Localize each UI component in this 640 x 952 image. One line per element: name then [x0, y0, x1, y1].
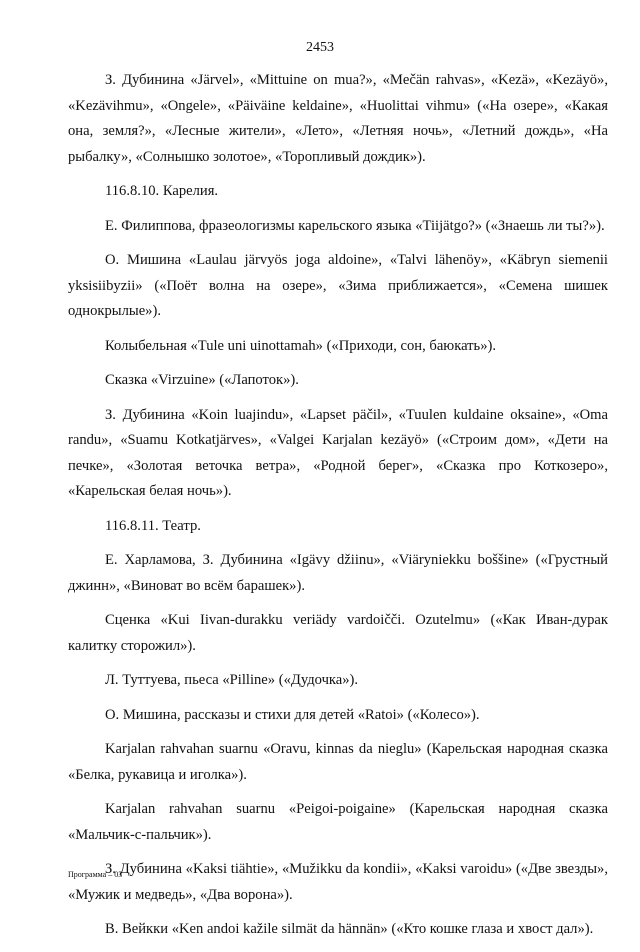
- body-text: [68, 68, 608, 952]
- paragraph: Л. Туттуева, пьеса «Pilline» («Дудочка»).: [105, 672, 359, 688]
- paragraph: Karjalan rahvahan suarnu «Peigoi-poigaine» (Карельская народная сказка «Мальчик-с-пальчик»).: [68, 801, 608, 843]
- section-heading: 116.8.11. Театр.: [105, 517, 201, 534]
- paragraph: В. Вейкки «Ken andoi kažile silmät da hännän» («Кто кошке глаза и хвост дал»).: [105, 921, 594, 937]
- paragraph: Сказка «Virzuine» («Лапоток»).: [105, 372, 299, 388]
- page-number: 2453: [306, 40, 334, 55]
- paragraph: З. Дубинина «Kaksi tiähtie», «Mužikku da kondii», «Kaksi varoidu» («Две звезды», «Мужик и медведь», «Два ворона»).: [68, 861, 608, 903]
- paragraph: Е. Филиппова, фразеологизмы карельского языка «Tiijätgo?» («Знаешь ли ты?»).: [105, 217, 605, 234]
- section-heading: 116.8.10. Карелия.: [105, 183, 219, 199]
- paragraph: З. Дубинина «Järvel», «Mittuine on mua?», «Mečän rahvas», «Kezä», «Kezäyö», «Kezävihmu», «Ongele», «Päiväine keldaine», «Huolittai vihmu» («На озере», «Какая она, земля?», «Лесные жители», «Лето», «Летняя ночь», «Летний дождь», «На рыбалку», «Солнышко золотое», «Торопливый дождик»).: [68, 72, 608, 165]
- paragraph: Е. Харламова, З. Дубинина «Igävy džiinu», «Viäryniekku boššine» («Грустный джинн», «Виноват во всём барашек»).: [68, 552, 608, 594]
- paragraph: З. Дубинина «Koin luajindu», «Lapset päčil», «Tuulen kuldaine oksaine», «Oma randu», «Suamu Kotkatjärves», «Valgei Karjalan kezäyö» («Строим дом», «Дети на печке», «Золотая веточка ветра», «Родной берег», «Сказка про Коткозеро», «Карельская белая ночь»).: [68, 406, 608, 499]
- paragraph: Колыбельная «Tule uni uinottamah» («Приходи, сон, баюкать»).: [105, 337, 497, 354]
- paragraph: Karjalan rahvahan suarnu «Oravu, kinnas da nieglu» (Карельская народная сказка «Белка, рукавица и иголка»).: [68, 741, 608, 783]
- paragraph: Сценка «Kui Iivan-durakku veriädy vardoičči. Ozutelmu» («Как Иван-дурак калитку сторожил»).: [68, 612, 608, 654]
- paragraph: О. Мишина, рассказы и стихи для детей «Ratoi» («Колесо»).: [105, 706, 480, 723]
- page-footer: Программа – 03: [68, 870, 123, 879]
- paragraph: О. Мишина «Laulau järvyös joga aldoine», «Talvi lähenöy», «Käbryn siemenii yksisiibyzii» («Поёт волна на озере», «Зима приближается», «Семена шишек однокрылые»).: [68, 252, 608, 319]
